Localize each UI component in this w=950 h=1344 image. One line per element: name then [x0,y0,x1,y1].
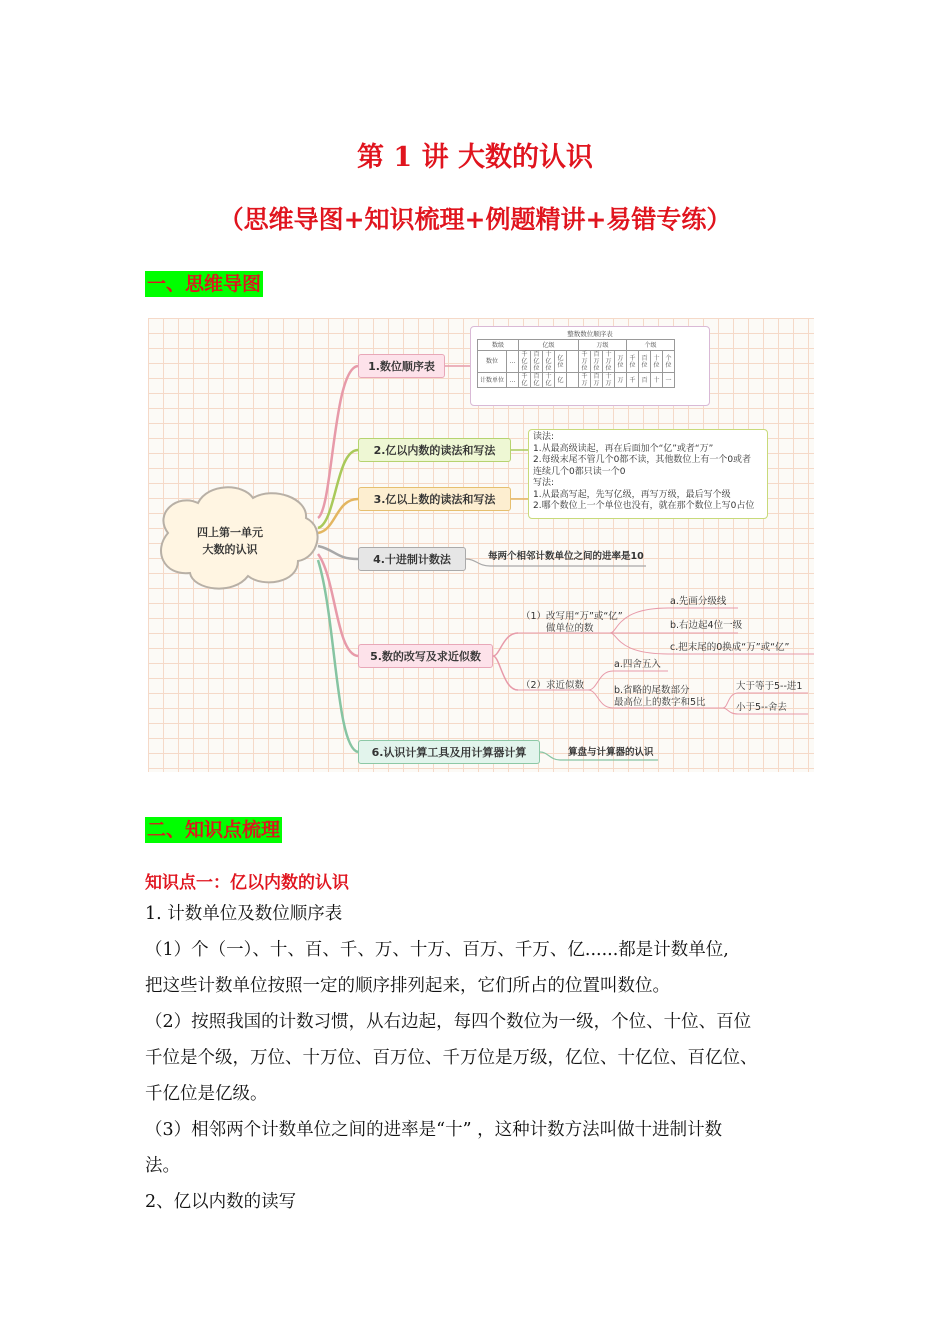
decimal-note: 每两个相邻计数单位之间的进率是10 [488,551,644,562]
rw-line: 2.哪个数位上一个单位也没有，就在那个数位上写0占位 [533,501,755,511]
table-cell: 千万位 [579,351,591,373]
table-cell: 十亿位 [543,351,555,373]
round-down-rule: 小于5--舍去 [736,702,787,713]
rw-line: 1.从最高级读起，再在后面加个“亿”或者“万” [533,443,714,454]
rewrite-p2-b-line2: 最高位上的数字和5比 [614,697,706,708]
table-group-label: 数级 [478,340,519,351]
digit-table-grid [477,339,675,388]
abacus-note: 算盘与计算器的认识 [568,747,654,758]
table-cell: 十万位 [603,351,615,373]
round-up-rule: 大于等于5--进1 [736,681,803,692]
rewrite-item: a.先画分级线 [670,596,727,607]
rewrite-p1-line1: （1）改写用“万”或“亿” [521,611,623,622]
body-line: 千位是个级，万位、十万位、百万位、千万位是万级，亿位、十亿位、百亿位、 [145,1048,758,1068]
table-cell: 千 [627,373,639,388]
body-line: 把这些计数单位按照一定的顺序排列起来，它们所占的位置叫数位。 [145,976,670,996]
table-group-wan: 万级 [579,340,627,351]
table-cell: … [507,373,519,388]
branch-2: 2.亿以内数的读法和写法 [358,438,511,462]
table-cell: 亿 [555,373,567,388]
body-line: 2、亿以内数的读写 [145,1192,297,1212]
table-cell: 百 [639,373,651,388]
branch-5: 5.数的改写及求近似数 [358,644,493,668]
body-line: 1. 计数单位及数位顺序表 [145,904,343,924]
body-line: 千亿位是亿级。 [145,1084,268,1104]
section-heading-knowledge: 二、知识点梳理 [147,819,281,841]
rewrite-p2-b-line1: b.省略的尾数部分 [614,685,690,696]
table-cell: 千万 [579,373,591,388]
rw-line: 写法: [533,478,555,488]
rewrite-p2-a: a.四舍五入 [614,659,661,670]
table-cell: 十亿 [543,373,555,388]
page-subtitle: （思维导图+知识梳理+例题精讲+易错专练） [218,205,732,234]
table-cell: 十万 [603,373,615,388]
table-cell: 万位 [615,351,627,373]
table-cell: 亿位 [555,351,567,373]
body-line: （3）相邻两个计数单位之间的进率是“十” ，这种计数方法叫做十进制计数 [145,1120,723,1140]
branch-4: 4.十进制计数法 [358,547,466,571]
branch-6: 6.认识计算工具及用计算器计算 [358,740,540,764]
read-write-box [528,429,768,519]
table-cell: 十位 [651,351,663,373]
table-cell: 百亿 [531,373,543,388]
table-cell: 个位 [663,351,675,373]
rw-line: 2.每级末尾不管几个0都不读，其他数位上有一个0或者 [533,455,752,465]
rewrite-item: b.右边起4位一级 [670,620,743,631]
mind-map [148,318,814,772]
table-cell [567,373,579,388]
table-cell [567,351,579,373]
digit-order-table [470,326,710,406]
rw-line: 连续几个0都只读一个0 [533,466,626,477]
knowledge-body [145,896,815,1220]
table-cell: 千亿位 [519,351,531,373]
page-title: 第 1 讲 大数的认识 [357,142,593,173]
branch-3: 3.亿以上数的读法和写法 [358,487,511,511]
rewrite-item: c.把末尾的0换成“万”或“亿” [670,642,790,653]
mind-map-center-label-1: 四上第一单元 [197,526,263,539]
table-cell: 一 [663,373,675,388]
table-cell: 百亿位 [531,351,543,373]
table-caption: 整数数位顺序表 [567,330,613,338]
rewrite-p1-line2: 做单位的数 [546,623,594,634]
table-cell: … [507,351,519,373]
table-cell: 百位 [639,351,651,373]
table-cell: 万 [615,373,627,388]
rewrite-p2: （2）求近似数 [521,680,585,691]
body-line: （2）按照我国的计数习惯，从右边起，每四个数位为一级，个位、十位、百位 [145,1012,752,1032]
branch-1: 1.数位顺序表 [358,354,445,378]
table-cell: 千位 [627,351,639,373]
table-cell: 千亿 [519,373,531,388]
mind-map-center-label-2: 大数的认识 [202,543,258,556]
table-cell: 十 [651,373,663,388]
row-label-unit: 计数单位 [478,373,507,388]
section-heading-mindmap: 一、思维导图 [147,273,262,295]
table-group-ge: 个级 [627,340,675,351]
row-label-digit: 数位 [478,351,507,373]
table-cell: 百万 [591,373,603,388]
table-group-yi: 亿级 [519,340,579,351]
body-line: （1）个（一）、十、百、千、万、十万、百万、千万、亿......都是计数单位, [145,940,729,960]
table-cell: 百万位 [591,351,603,373]
rw-line: 读法: [533,432,555,442]
knowledge-point-1-heading: 知识点一：亿以内数的认识 [145,873,349,893]
rw-line: 1.从最高写起，先写亿级，再写万级，最后写个级 [533,489,731,500]
body-line: 法。 [145,1156,180,1176]
